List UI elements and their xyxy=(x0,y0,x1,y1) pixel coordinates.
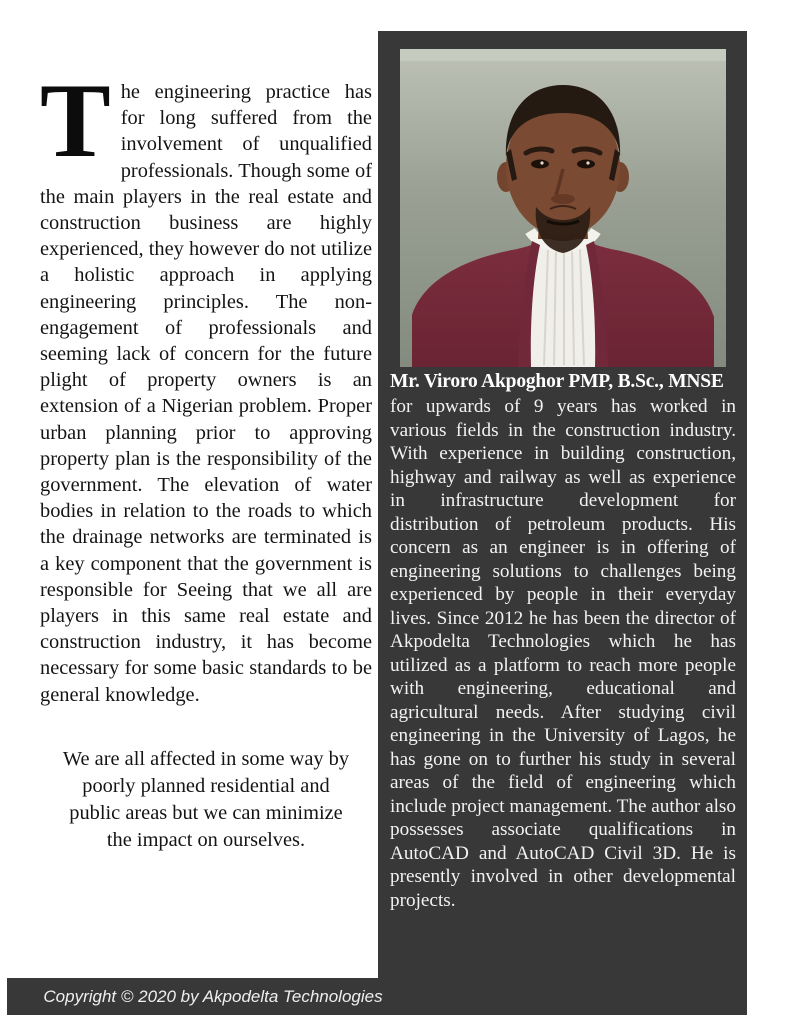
author-photo xyxy=(400,49,726,367)
copyright-text: Copyright © 2020 by Akpodelta Technologies xyxy=(43,987,383,1006)
author-bio-text: for upwards of 9 years has worked in various fields in the construction industry. With experience in building construction, highway and railway as well as experience in infrastructure development for distribution of petroleum products. His concern as an engineer is in offering of engineering solutions to challenges being experienced by people in their everyday lives. Since 2012 he has been the director of Akpodelta Technologies which he has utilized as a platform to reach more people with engineering, educational and agricultural needs. After studying civil engineering in the University of Lagos, he has gone on to further his study in several areas of the field of engineering which include project management. The author also possesses associate qualifications in AutoCAD and AutoCAD Civil 3D. He is presently involved in other developmental projects. xyxy=(390,396,736,911)
lead-paragraph xyxy=(40,62,372,708)
author-bio-block xyxy=(378,371,747,912)
drop-cap: T xyxy=(40,62,111,179)
callout-paragraph: We are all affected in some way by poorly planned residential and public areas but we can minimize the impact on ourselves. xyxy=(62,747,350,851)
author-panel xyxy=(378,31,747,1015)
author-name: Mr. Viroro Akpoghor PMP, B.Sc., MNSE xyxy=(390,371,724,392)
lead-paragraph-text: he engineering practice has for long suffered from the involvement of unqualified professionals. Though some of the main players in the real estate and construction business are highly experienced, they however do not utilize a holistic approach in applying engineering principles. The non-engagement of professionals and seeming lack of concern for the future plight of property owners is an extension of a Nigerian problem. Proper urban planning prior to approving property plan is the responsibility of the government. The elevation of water bodies in relation to the roads to which the drainage networks are terminated is a key component that the government is responsible for Seeing that we all are players in this same real estate and construction industry, it has become necessary for some basic standards to be general knowledge. xyxy=(40,81,372,706)
copyright-bar xyxy=(7,978,747,1015)
article-column xyxy=(40,62,372,854)
